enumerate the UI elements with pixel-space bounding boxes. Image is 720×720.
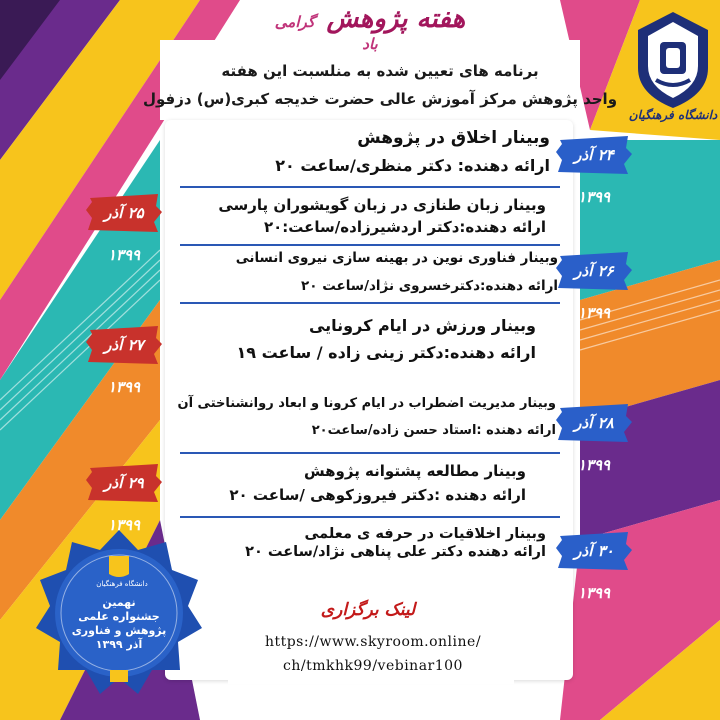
separator: [180, 302, 560, 304]
event-item: [176, 196, 546, 236]
event-presenter: ارائه دهنده :استاد حسن زاده/ساعت۲۰: [311, 423, 556, 438]
event-title: وبینار مدیریت اضطراب در ایام کرونا و ابعاد روانشناختی آن: [177, 396, 556, 411]
date-tag: [556, 250, 632, 322]
separator: [180, 186, 560, 188]
separator: [180, 452, 560, 454]
festival-line-3: پژوهش و فناوری: [71, 624, 167, 637]
festival-line-2: جشنواره علمی: [78, 610, 160, 623]
week-title: [270, 4, 470, 53]
festival-top-text: دانشگاه فرهنگیان: [96, 580, 148, 588]
date-tag: [556, 530, 632, 602]
date-label: ۳۰ آذر ۱۳۹۹: [574, 542, 614, 602]
event-item: [176, 526, 546, 560]
date-label: ۲۴ آذر ۱۳۹۹: [574, 146, 614, 206]
event-item: [176, 462, 526, 504]
festival-text: [54, 596, 184, 652]
event-presenter: ارائه دهنده دکتر علی پناهی نژاد/ساعت ۲۰: [245, 544, 546, 560]
event-presenter: ارائه دهنده:دکتر زینی زاده / ساعت ۱۹: [236, 343, 536, 362]
header-line-1: برنامه های تعیین شده به منلسبت این هفته: [221, 62, 539, 80]
date-label: ۲۹ آذر ۱۳۹۹: [104, 474, 144, 534]
event-presenter: ارائه دهنده :دکتر فیروزکوهی /ساعت ۲۰: [229, 486, 526, 504]
event-item: [176, 250, 558, 294]
date-tag: [86, 324, 162, 396]
header-line-2: واحد پژوهش مرکز آموزش عالی حضرت خدیجه کبری(س) دزفول: [142, 90, 618, 108]
event-title: وبینار اخلاقیات در حرفه ی معلمی: [304, 526, 546, 542]
week-title-main: هفته پژوهش: [326, 4, 466, 34]
week-title-suffix: گرامی باد: [274, 13, 378, 53]
event-presenter: ارائه دهنده:دکترخسروی نژاد/ساعت ۲۰: [301, 278, 558, 294]
event-title: وبینار ورزش در ایام کرونایی: [308, 316, 536, 335]
festival-line-4: آذر ۱۳۹۹: [95, 638, 143, 651]
date-tag: [556, 402, 632, 474]
date-tag: [86, 192, 162, 264]
event-item: [190, 128, 550, 175]
festival-line-1: نهمین: [102, 596, 136, 609]
date-tag: [556, 134, 632, 206]
event-title: وبینار مطالعه پشتوانه پژوهش: [303, 462, 526, 480]
date-tag: [86, 462, 162, 534]
event-title: وبینار اخلاق در پژوهش: [357, 128, 550, 148]
event-presenter: ارائه دهنده:دکتر اردشیرزاده/ساعت:۲۰: [263, 218, 546, 236]
event-presenter: ارائه دهنده: دکتر منظری/ساعت ۲۰: [275, 156, 550, 175]
date-label: ۲۷ آذر ۱۳۹۹: [104, 336, 144, 396]
separator: [180, 516, 560, 518]
date-label: ۲۸ آذر ۱۳۹۹: [574, 414, 614, 474]
university-caption: دانشگاه فرهنگیان: [628, 108, 718, 122]
event-item: [176, 396, 556, 438]
link-url-line-2[interactable]: ch/tmkhk99/vebinar100: [283, 658, 463, 674]
separator: [180, 244, 560, 246]
event-title: وبینار فناوری نوین در بهینه سازی نیروی انسانی: [235, 250, 558, 266]
event-title: وبینار زبان طنازی در زبان گویشوران پارسی: [218, 196, 546, 214]
date-label: ۲۶ آذر ۱۳۹۹: [574, 262, 614, 322]
event-item: [176, 316, 536, 362]
link-url-line-1[interactable]: https://www.skyroom.online/: [264, 634, 482, 650]
link-label: لینک برگزاری: [320, 600, 416, 620]
date-label: ۲۵ آذر ۱۳۹۹: [104, 204, 144, 264]
